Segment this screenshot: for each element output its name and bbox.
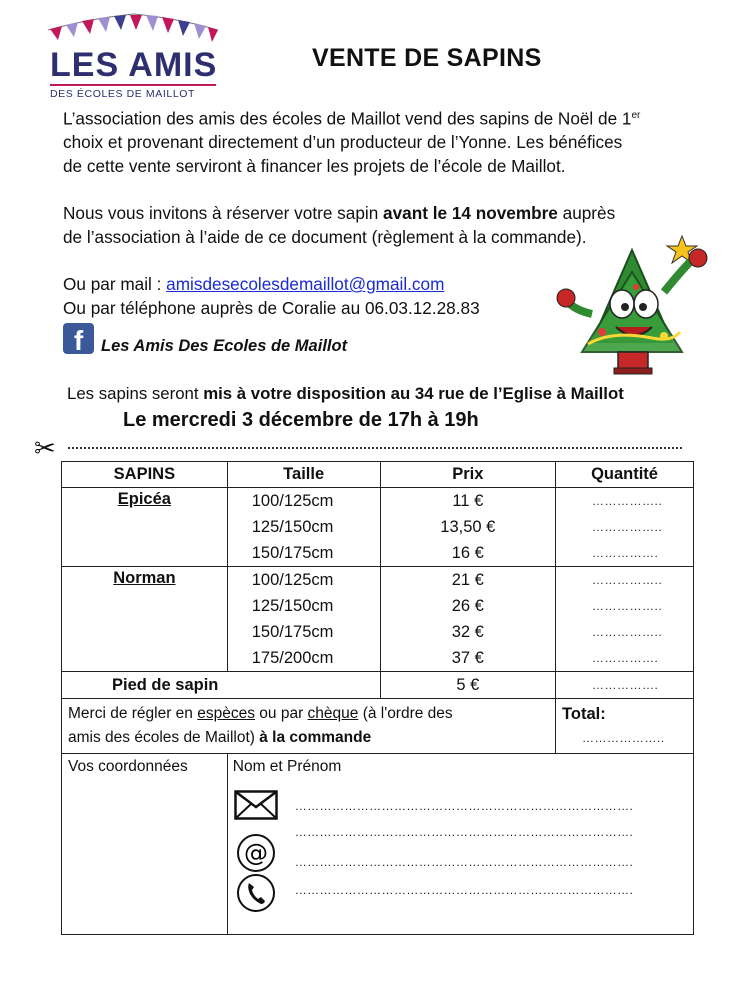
norman-qty-field[interactable]: …………….. [592, 573, 663, 587]
total-field[interactable]: ……………….. [582, 731, 665, 745]
norman-qty-field[interactable]: …………….. [592, 599, 663, 613]
payment-bold: à la commande [259, 729, 372, 746]
epicea-qty-field[interactable]: …………….. [592, 494, 663, 508]
logo-subtitle: DES ÉCOLES DE MAILLOT [50, 88, 196, 100]
norman-label: Norman [113, 569, 176, 587]
header-sapins: SAPINS [62, 462, 228, 488]
at-icon [236, 833, 276, 873]
epicea-size: 125/150cm [251, 518, 334, 536]
epicea-size: 150/175cm [251, 544, 334, 562]
reserve-line-2: de l’association à l’aide de ce document (règlement à la commande). [63, 226, 587, 247]
reserve-text: Nous vous invitons à réserver votre sapin [63, 203, 384, 223]
logo-underline [50, 84, 216, 86]
table-row-coordinates [62, 754, 694, 935]
superscript-er: er [631, 110, 641, 121]
header-taille: Taille [227, 462, 380, 488]
epicea-price: 16 € [451, 544, 484, 562]
facebook-icon[interactable]: f [63, 323, 94, 354]
pickup-info [67, 384, 624, 404]
address-line-field[interactable]: ………………………………………………………………………. [294, 825, 634, 839]
page-title: VENTE DE SAPINS [312, 44, 542, 72]
bunting-icon [46, 10, 222, 50]
pickup-date: Le mercredi 3 décembre de 17h à 19h [123, 409, 479, 431]
reserve-text-end: auprès [557, 203, 616, 223]
intro-paragraph-1 [63, 104, 713, 178]
payment-especes: espèces [197, 705, 255, 722]
header-prix: Prix [380, 462, 555, 488]
table-row-epicea [62, 488, 694, 567]
norman-price: 21 € [451, 571, 484, 589]
table-row-payment [62, 699, 694, 754]
intro-line-2: choix et provenant directement d’un producteur de l’Yonne. Les bénéfices [63, 132, 623, 153]
pied-price: 5 € [380, 672, 555, 699]
payment-text-post: (à l'ordre des [358, 705, 453, 722]
intro-line-3: de cette vente serviront à financer les projets de l’école de Maillot. [63, 155, 566, 176]
norman-size: 175/200cm [251, 649, 334, 667]
logo [46, 10, 222, 98]
deadline-text: avant le 14 novembre [383, 203, 558, 223]
pickup-address: mis à votre disposition au 34 rue de l’Eglise à Maillot [203, 384, 624, 403]
epicea-qty-field[interactable]: …………….. [592, 520, 663, 534]
epicea-qty-field[interactable]: ……………. [592, 546, 659, 560]
epicea-price: 13,50 € [440, 518, 496, 536]
header-quantite: Quantité [556, 462, 694, 488]
norman-size: 125/150cm [251, 597, 334, 615]
scissors-icon: ✂ [34, 433, 56, 463]
payment-text-mid: ou par [254, 705, 308, 722]
mail-label: Ou par mail : [63, 274, 167, 294]
logo-title: LES AMIS [50, 46, 218, 84]
coord-label: Vos coordonnées [62, 754, 228, 935]
epicea-size: 100/125cm [251, 492, 334, 510]
cut-line [68, 437, 682, 449]
pickup-text: Les sapins seront [67, 384, 204, 403]
phone-line-field[interactable]: ………………………………………………………………………. [294, 883, 634, 897]
phone-line: Ou par téléphone auprès de Coralie au 06.03.12.28.83 [63, 297, 480, 318]
norman-qty-field[interactable]: ……………. [592, 651, 659, 665]
phone-icon [236, 873, 276, 913]
address-line-field[interactable]: ………………………………………………………………………. [294, 799, 634, 813]
norman-price: 37 € [451, 649, 484, 667]
norman-size: 150/175cm [251, 623, 334, 641]
name-label: Nom et Prénom [232, 758, 342, 775]
table-row-pied [62, 672, 694, 699]
payment-cheque: chèque [307, 705, 359, 722]
norman-price: 26 € [451, 597, 484, 615]
svg-text:@: @ [243, 839, 268, 867]
christmas-tree-mascot-icon [552, 232, 714, 382]
order-table [61, 461, 694, 935]
norman-price: 32 € [451, 623, 484, 641]
payment-line-2: amis des écoles de Maillot) [68, 729, 260, 746]
norman-size: 100/125cm [251, 571, 334, 589]
total-label: Total: [562, 705, 606, 723]
table-header-row [62, 462, 694, 488]
pied-label: Pied de sapin [62, 672, 381, 699]
email-line-field[interactable]: ………………………………………………………………………. [294, 855, 634, 869]
epicea-price: 11 € [452, 492, 484, 510]
payment-text: Merci de régler en [68, 705, 198, 722]
email-link[interactable]: amisdesecolesdemaillot@gmail.com [166, 274, 445, 294]
norman-qty-field[interactable]: …………….. [592, 625, 663, 639]
intro-line-1: L’association des amis des écoles de Maillot vend des sapins de Noël de 1 [63, 108, 632, 129]
envelope-icon [234, 790, 278, 820]
facebook-page-name[interactable]: Les Amis Des Ecoles de Maillot [101, 337, 348, 355]
epicea-label: Epicéa [117, 490, 171, 508]
table-row-norman [62, 567, 694, 672]
pied-qty-field[interactable]: ……………. [556, 672, 694, 699]
